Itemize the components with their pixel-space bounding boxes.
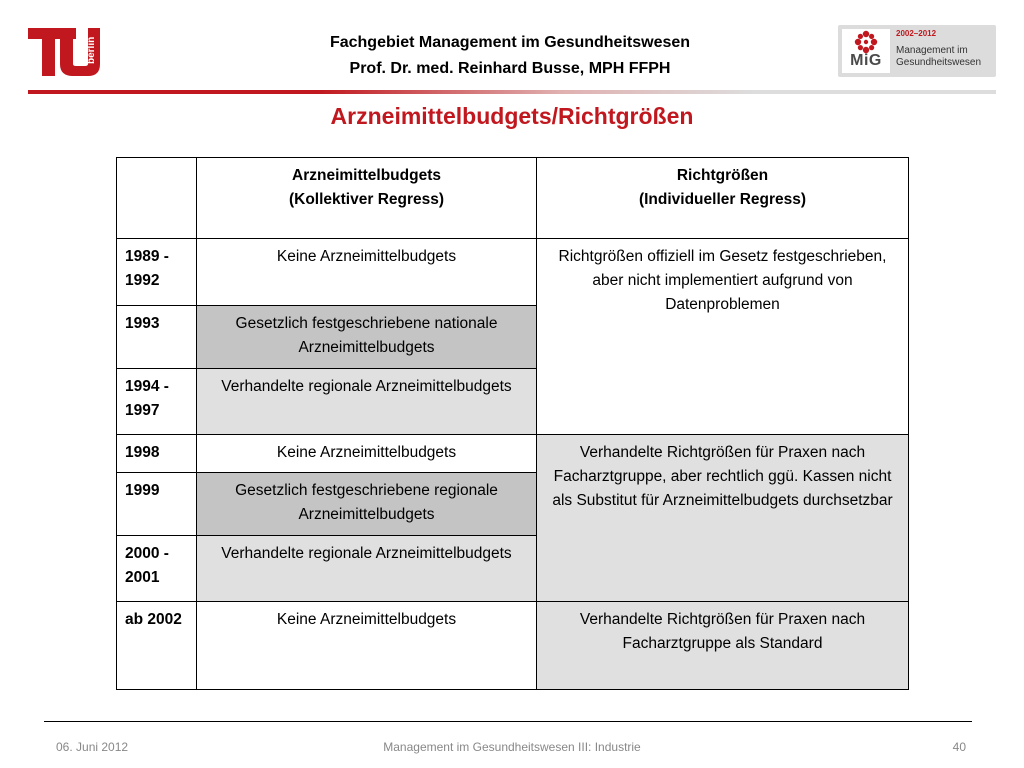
year-cell: 1998 — [117, 435, 197, 473]
year-cell: 1989 - 1992 — [117, 239, 197, 306]
header-cell-richtgroessen: Richtgrößen (Individueller Regress) — [537, 158, 909, 239]
slide-title: Arzneimittelbudgets/Richtgrößen — [330, 103, 694, 129]
mig-logo-word: MiG — [850, 52, 882, 69]
budget-table — [116, 157, 909, 690]
budget-cell: Keine Arzneimittelbudgets — [197, 602, 537, 690]
table-header-row — [117, 158, 909, 239]
budget-cell: Gesetzlich festgeschriebene nationale Arzneimittelbudgets — [197, 306, 537, 369]
table-row — [117, 602, 909, 690]
footer-divider — [44, 721, 972, 722]
budget-cell: Keine Arzneimittelbudgets — [197, 435, 537, 473]
budget-cell: Keine Arzneimittelbudgets — [197, 239, 537, 306]
mig-logo-years: 2002–2012 — [896, 29, 937, 38]
budget-cell: Verhandelte regionale Arzneimittelbudgets — [197, 369, 537, 435]
year-cell: 2000 - 2001 — [117, 536, 197, 602]
header-cell-budgets: Arzneimittelbudgets (Kollektiver Regress) — [197, 158, 537, 239]
richtgroessen-cell: Richtgrößen offiziell im Gesetz festgeschrieben, aber nicht implementiert aufgrund von Datenproblemen — [537, 239, 909, 435]
year-cell: 1994 - 1997 — [117, 369, 197, 435]
year-cell: 1993 — [117, 306, 197, 369]
table-row — [117, 239, 909, 306]
budget-cell: Verhandelte regionale Arzneimittelbudgets — [197, 536, 537, 602]
richtgroessen-cell: Verhandelte Richtgrößen für Praxen nach Facharztgruppe als Standard — [537, 602, 909, 690]
footer-date: 06. Juni 2012 — [56, 740, 129, 754]
header-divider — [28, 90, 996, 94]
year-cell: ab 2002 — [117, 602, 197, 690]
richtgroessen-cell: Verhandelte Richtgrößen für Praxen nach Facharztgruppe, aber rechtlich ggü. Kassen nicht als Substitut für Arzneimittelbudgets durchsetzbar — [537, 435, 909, 602]
tu-berlin-logo — [28, 24, 102, 80]
footer-course: Management im Gesundheitswesen III: Industrie — [383, 740, 641, 754]
tu-logo-text: berlin — [86, 36, 97, 64]
mig-logo — [838, 25, 996, 77]
header-title — [230, 30, 790, 82]
budget-cell: Gesetzlich festgeschriebene regionale Arzneimittelbudgets — [197, 473, 537, 536]
mig-logo-name: Management im Gesundheitswesen — [896, 45, 982, 68]
footer-page-number: 40 — [952, 740, 966, 754]
header-line-2: Prof. Dr. med. Reinhard Busse, MPH FFPH — [349, 60, 671, 77]
header-line-1: Fachgebiet Management im Gesundheitswesen — [329, 34, 691, 51]
year-cell: 1999 — [117, 473, 197, 536]
table-row — [117, 435, 909, 473]
header-cell-empty — [117, 158, 197, 239]
